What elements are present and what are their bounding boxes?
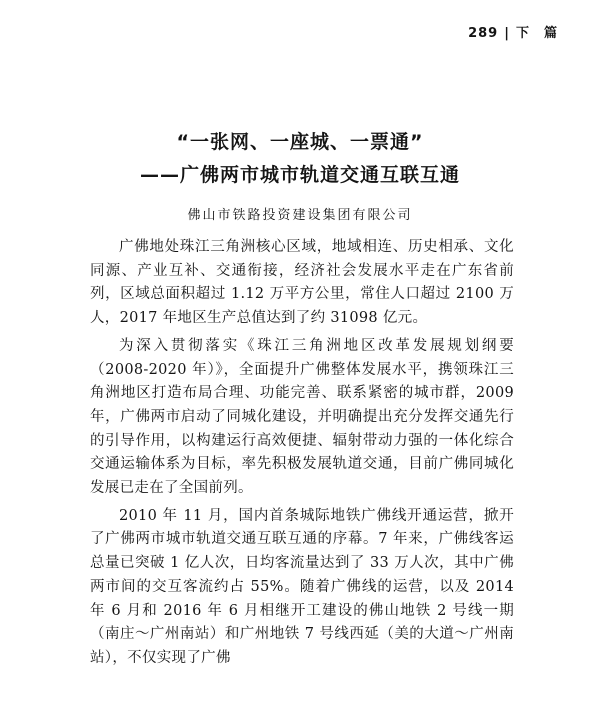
header-separator: | (504, 26, 510, 41)
article-title: “一张网、一座城、一票通” (176, 131, 424, 153)
running-header (468, 22, 558, 41)
paragraph-3: 2010 年 11 月，国内首条城际地铁广佛线开通运营，掀开了广佛两市城市轨道交通互联互通的序幕。7 年来，广佛线客运总量已突破 1 亿人次，日均客流量达到了 33 万人次，其中广佛两市间的交互客流约占 55%。随着广佛线的运营，以及 2014 年 6 月和 2016 年 6 月相继开工建设的佛山地铁 2 号线一期（南庄～广州南站）和广州地铁 7 号线西延（美的大道～广州南站），不仅实现了广佛 (90, 507, 514, 666)
article-body (90, 236, 514, 675)
article-subtitle: ——广佛两市城市轨道交通互联互通 (139, 164, 460, 186)
page-number: 289 (468, 26, 499, 41)
article-author: 佛山市铁路投资建设集团有限公司 (187, 208, 413, 223)
paragraph-2: 为深入贯彻落实《珠江三角洲地区改革发展规划纲要（2008-2020 年）》，全面提升广佛整体发展水平，携领珠江三角洲地区打造布局合理、功能完善、联系紧密的城市群，2009 年，广佛两市启动了同城化建设，并明确提出充分发挥交通先行的引导作用，以构建运行高效便捷、辐射带动力强的一体化综合交通运输体系为目标，率先积极发展轨道交通，目前广佛同城化发展已走在了全国前列。 (90, 337, 514, 497)
section-label: 下 篇 (515, 26, 558, 41)
paragraph-1: 广佛地处珠江三角洲核心区域，地域相连、历史相承、文化同源、产业互补、交通衔接，经济社会发展水平走在广东省前列，区域总面积超过 1.12 万平方公里，常住人口超过 2100 万人，2017 年地区生产总值达到了约 31098 亿元。 (90, 239, 514, 327)
